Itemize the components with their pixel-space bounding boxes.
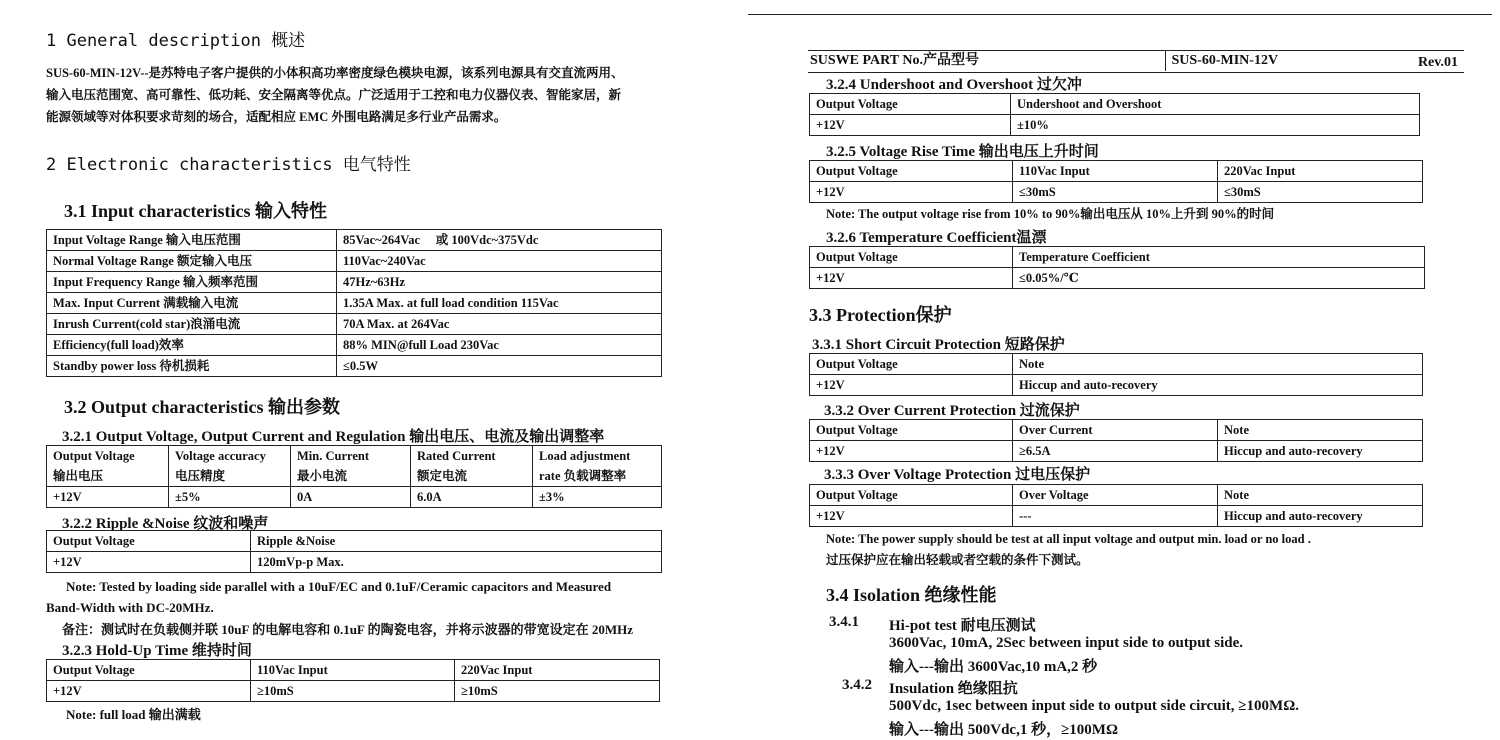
table-row: [810, 420, 1423, 441]
cell: Input Voltage Range 输入电压范围: [47, 230, 337, 251]
cell: 1.35A Max. at full load condition 115Vac: [337, 293, 662, 314]
ripple-note-line-2: Band-Width with DC-20MHz.: [46, 600, 214, 615]
cell: 110Vac Input: [251, 660, 455, 681]
section-3-2-6-title: 3.2.6 Temperature Coefficient温漂: [826, 230, 1047, 246]
revision: Rev.01: [1417, 55, 1458, 70]
rise-time-note: Note: The output voltage rise from 10% to 90%输出电压从 10%上升到 90%的时间: [826, 207, 1275, 221]
table-row: [47, 487, 662, 508]
cell: Hiccup and auto-recovery: [1218, 441, 1423, 462]
general-description: [46, 62, 624, 128]
cell: 110Vac Input: [1013, 161, 1218, 182]
section-3-3-title: 3.3 Protection保护: [809, 305, 952, 325]
cell: +12V: [810, 182, 1013, 203]
holdup-time-table: [46, 659, 660, 702]
cell: 110Vac~240Vac: [337, 251, 662, 272]
table-row: [47, 272, 662, 293]
cell: 6.0A: [411, 487, 533, 508]
desc-line-1: SUS-60-MIN-12V--是苏特电子客户提供的小体积高功率密度绿色模块电源，该系列电源具有交直流两用、: [46, 66, 624, 80]
cell: Output Voltage: [47, 446, 169, 467]
section-3-3-1-title: 3.3.1 Short Circuit Protection 短路保护: [812, 337, 1065, 353]
cell: 最小电流: [291, 466, 411, 487]
table-row: [47, 293, 662, 314]
cell: ≥10mS: [455, 681, 660, 702]
table-row: [47, 446, 662, 467]
cell: ≤30mS: [1218, 182, 1423, 203]
section-3-1-title: 3.1 Input characteristics 输入特性: [64, 201, 327, 221]
table-row: [47, 314, 662, 335]
cell: Hiccup and auto-recovery: [1013, 375, 1423, 396]
undershoot-table: [809, 93, 1420, 136]
section-3-4-1-number: 3.4.1: [829, 614, 859, 630]
cell: 220Vac Input: [1218, 161, 1423, 182]
section-3-2-5-title: 3.2.5 Voltage Rise Time 输出电压上升时间: [826, 144, 1099, 160]
cell: 额定电流: [411, 466, 533, 487]
cell: 120mVp-p Max.: [251, 552, 662, 573]
table-row: [810, 354, 1423, 375]
section-3-2-4-title: 3.2.4 Undershoot and Overshoot 过欠冲: [826, 77, 1082, 93]
desc-line-3: 能源领域等对体积要求苛刻的场合，适配相应 EMC 外围电路满足多行业产品需求。: [46, 110, 507, 124]
cell: Normal Voltage Range 额定输入电压: [47, 251, 337, 272]
table-row: [47, 356, 662, 377]
part-label: SUSWE PART No.产品型号: [808, 51, 1165, 72]
cell: Rated Current: [411, 446, 533, 467]
page-top-rule: [748, 14, 1492, 15]
table-row: [47, 230, 662, 251]
section-3-3-3-title: 3.3.3 Over Voltage Protection 过电压保护: [824, 467, 1091, 483]
cell: Output Voltage: [810, 94, 1011, 115]
over-current-table: [809, 419, 1423, 462]
cell: +12V: [810, 441, 1013, 462]
cell: +12V: [810, 268, 1013, 289]
section-3-3-2-title: 3.3.2 Over Current Protection 过流保护: [824, 403, 1080, 419]
table-row: [810, 268, 1425, 289]
cell: Output Voltage: [810, 485, 1013, 506]
cell: Min. Current: [291, 446, 411, 467]
holdup-note: Note: full load 输出满载: [66, 707, 201, 722]
section-3-2-title: 3.2 Output characteristics 输出参数: [64, 397, 340, 417]
cell: Output Voltage: [810, 420, 1013, 441]
cell: +12V: [47, 487, 169, 508]
cell: Over Voltage: [1013, 485, 1218, 506]
section-3-4-title: 3.4 Isolation 绝缘性能: [826, 585, 997, 605]
cell: Voltage accuracy: [169, 446, 291, 467]
hipot-line-1: 3600Vac, 10mA, 2Sec between input side to output side.: [889, 635, 1244, 651]
output-characteristics-table: [46, 445, 662, 508]
cell: Output Voltage: [810, 247, 1013, 268]
cell: Output Voltage: [47, 531, 251, 552]
ripple-noise-table: [46, 530, 662, 573]
table-row: [810, 115, 1420, 136]
cell: ±10%: [1011, 115, 1420, 136]
section-3-4-1-title: Hi-pot test 耐电压测试: [889, 618, 1036, 634]
cell: ---: [1013, 506, 1218, 527]
cell: 47Hz~63Hz: [337, 272, 662, 293]
cell: ≥6.5A: [1013, 441, 1218, 462]
cell: ≥10mS: [251, 681, 455, 702]
cell: +12V: [810, 375, 1013, 396]
cell: 85Vac~264Vac 或 100Vdc~375Vdc: [337, 230, 662, 251]
table-row: [810, 506, 1423, 527]
ripple-note-cn: 备注：测试时在负载侧并联 10uF 的电解电容和 0.1uF 的陶瓷电容，并将示波器的带宽设定在 20MHz: [62, 622, 634, 637]
cell: Output Voltage: [810, 354, 1013, 375]
table-row: [810, 375, 1423, 396]
cell: Inrush Current(cold star)浪涌电流: [47, 314, 337, 335]
cell: Efficiency(full load)效率: [47, 335, 337, 356]
cell: 电压精度: [169, 466, 291, 487]
cell: Load adjustment: [533, 446, 662, 467]
cell: ≤0.05%/℃: [1013, 268, 1425, 289]
cell: +12V: [47, 552, 251, 573]
table-row: [47, 552, 662, 573]
cell: Hiccup and auto-recovery: [1218, 506, 1423, 527]
cell: 220Vac Input: [455, 660, 660, 681]
cell: Note: [1218, 485, 1423, 506]
cell: +12V: [810, 115, 1011, 136]
cell: ±5%: [169, 487, 291, 508]
section-3-4-2-number: 3.4.2: [842, 677, 872, 693]
table-row: [810, 182, 1423, 203]
part-number-value: SUS-60-MIN-12V: [1171, 53, 1279, 68]
input-characteristics-table: [46, 229, 662, 377]
cell: Standby power loss 待机损耗: [47, 356, 337, 377]
part-number-header: [808, 50, 1464, 71]
cell: Output Voltage: [810, 161, 1013, 182]
table-row: [47, 531, 662, 552]
table-row: [47, 335, 662, 356]
section-3-4-2-title: Insulation 绝缘阻抗: [889, 681, 1018, 697]
cell: 88% MIN@full Load 230Vac: [337, 335, 662, 356]
protection-note-1: Note: The power supply should be test at all input voltage and output min. load or no load .: [826, 532, 1311, 546]
section-3-2-2-title: 3.2.2 Ripple &Noise 纹波和噪声: [62, 516, 269, 532]
cell: +12V: [47, 681, 251, 702]
section-2-title: 2 Electronic characteristics 电气特性: [46, 155, 411, 175]
cell: ≤30mS: [1013, 182, 1218, 203]
short-circuit-table: [809, 353, 1423, 396]
table-row: [810, 441, 1423, 462]
table-row: [47, 660, 660, 681]
cell: Undershoot and Overshoot: [1011, 94, 1420, 115]
desc-line-2: 输入电压范围宽、高可靠性、低功耗、安全隔离等优点。广泛适用于工控和电力仪器仪表、智能家居，新: [46, 88, 622, 102]
section-3-2-3-title: 3.2.3 Hold-Up Time 维持时间: [62, 643, 252, 659]
cell: Output Voltage: [47, 660, 251, 681]
table-row: [47, 466, 662, 487]
section-1-title: 1 General description 概述: [46, 31, 306, 51]
protection-note-2: 过压保护应在输出轻载或者空载的条件下测试。: [826, 553, 1089, 567]
cell: 输出电压: [47, 466, 169, 487]
cell: Ripple &Noise: [251, 531, 662, 552]
table-row: [810, 247, 1425, 268]
ripple-note-line-1: Note: Tested by loading side parallel with a 10uF/EC and 0.1uF/Ceramic capacitors and Measured: [66, 579, 612, 594]
temperature-coefficient-table: [809, 246, 1425, 289]
cell: Temperature Coefficient: [1013, 247, 1425, 268]
table-row: [47, 681, 660, 702]
cell: 70A Max. at 264Vac: [337, 314, 662, 335]
cell: Over Current: [1013, 420, 1218, 441]
cell: Note: [1013, 354, 1423, 375]
cell: +12V: [810, 506, 1013, 527]
table-row: [810, 485, 1423, 506]
cell: Max. Input Current 满载输入电流: [47, 293, 337, 314]
cell: Input Frequency Range 输入频率范围: [47, 272, 337, 293]
insulation-line-2: 输入---输出 500Vdc,1 秒，≥100MΩ: [889, 722, 1118, 738]
rise-time-table: [809, 160, 1423, 203]
table-row: [808, 51, 1464, 72]
cell: rate 负载调整率: [533, 466, 662, 487]
cell: ≤0.5W: [337, 356, 662, 377]
part-number: [1165, 51, 1464, 72]
table-row: [47, 251, 662, 272]
insulation-line-1: 500Vdc, 1sec between input side to output side circuit, ≥100MΩ.: [889, 698, 1299, 714]
table-row: [810, 94, 1420, 115]
section-3-2-1-title: 3.2.1 Output Voltage, Output Current and Regulation 输出电压、电流及输出调整率: [62, 429, 605, 445]
cell: Note: [1218, 420, 1423, 441]
over-voltage-table: [809, 484, 1423, 527]
cell: 0A: [291, 487, 411, 508]
cell: ±3%: [533, 487, 662, 508]
hipot-line-2: 输入---输出 3600Vac,10 mA,2 秒: [889, 659, 1098, 675]
table-row: [810, 161, 1423, 182]
